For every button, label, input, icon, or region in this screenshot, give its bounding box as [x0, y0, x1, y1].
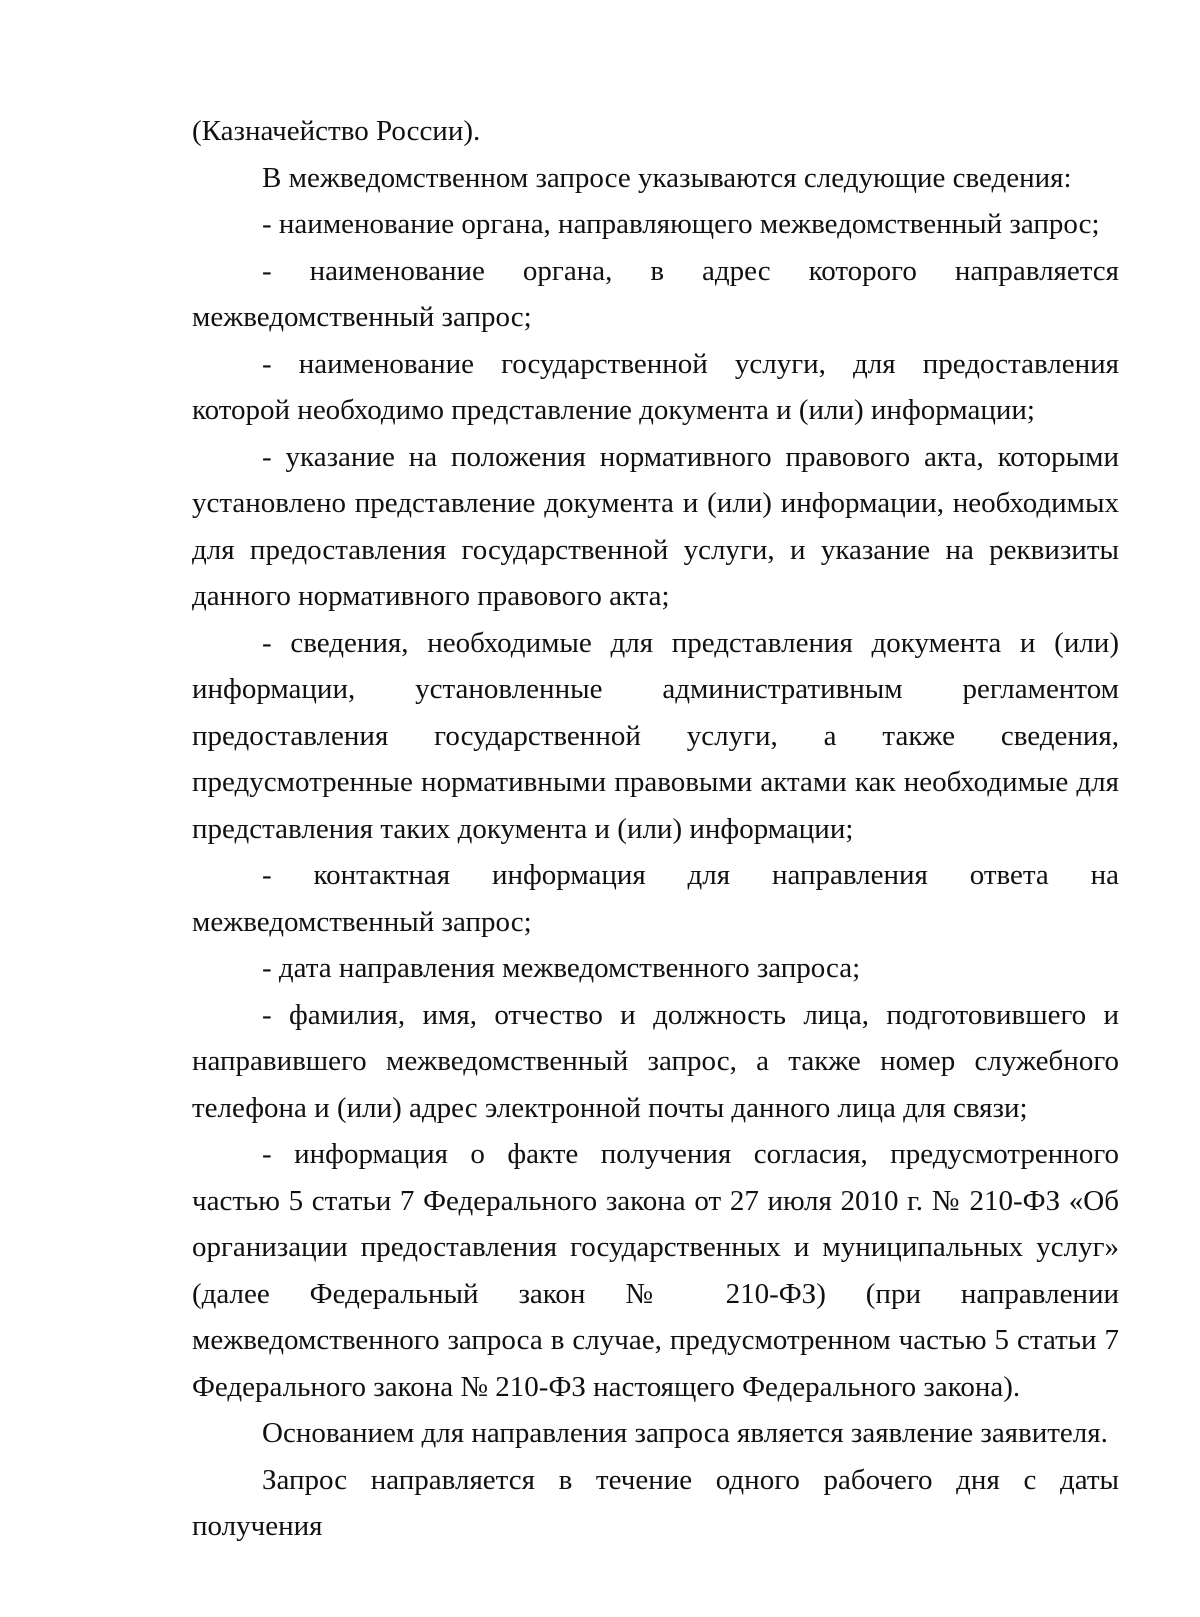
document-body	[192, 108, 1119, 1550]
paragraph-request-basis: Основанием для направления запроса является заявление заявителя.	[262, 1417, 1108, 1449]
list-item-responsible-person: - фамилия, имя, отчество и должность лица, подготовившего и направившего межведомственный запрос, а также номер служебного телефона и (или) адрес электронной почты данного лица для связи;	[192, 998, 1119, 1124]
list-item-consent-info: - информация о факте получения согласия, предусмотренного частью 5 статьи 7 Федерального закона от 27 июля 2010 г. № 210-ФЗ «Об организации предоставления государственных и муниципальных услуг» (далее Федеральный закон № 210-ФЗ) (при направлении межведомственного запроса в случае, предусмотренном частью 5 статьи 7 Федерального закона № 210-ФЗ настоящего Федерального закона).	[192, 1138, 1119, 1403]
paragraph-treasury-continuation: (Казначейство России).	[192, 115, 481, 147]
list-item-legal-act: - указание на положения нормативного правового акта, которыми установлено представление документа и (или) информации, необходимых для предоставления государственной услуги, и указание на реквизиты данного нормативного правового акта;	[192, 440, 1119, 612]
list-item-contact-info: - контактная информация для направления ответа на межведомственный запрос;	[192, 859, 1119, 938]
paragraph-request-intro: В межведомственном запросе указываются следующие сведения:	[262, 161, 1072, 194]
list-item-service-name: - наименование государственной услуги, для предоставления которой необходимо представление документа и (или) информации;	[192, 347, 1119, 426]
list-item-request-date: - дата направления межведомственного запроса;	[262, 952, 861, 984]
list-item-required-info: - сведения, необходимые для представления документа и (или) информации, установленные административным регламентом предоставления государственной услуги, а также сведения, предусмотренные нормативными правовыми актами как необходимые для представления таких документа и (или) информации;	[192, 626, 1119, 845]
list-item-sending-body: - наименование органа, направляющего межведомственный запрос;	[262, 208, 1100, 240]
list-item-receiving-body: - наименование органа, в адрес которого направляется межведомственный запрос;	[192, 254, 1119, 333]
paragraph-request-timing: Запрос направляется в течение одного рабочего дня с даты получения	[192, 1463, 1119, 1542]
